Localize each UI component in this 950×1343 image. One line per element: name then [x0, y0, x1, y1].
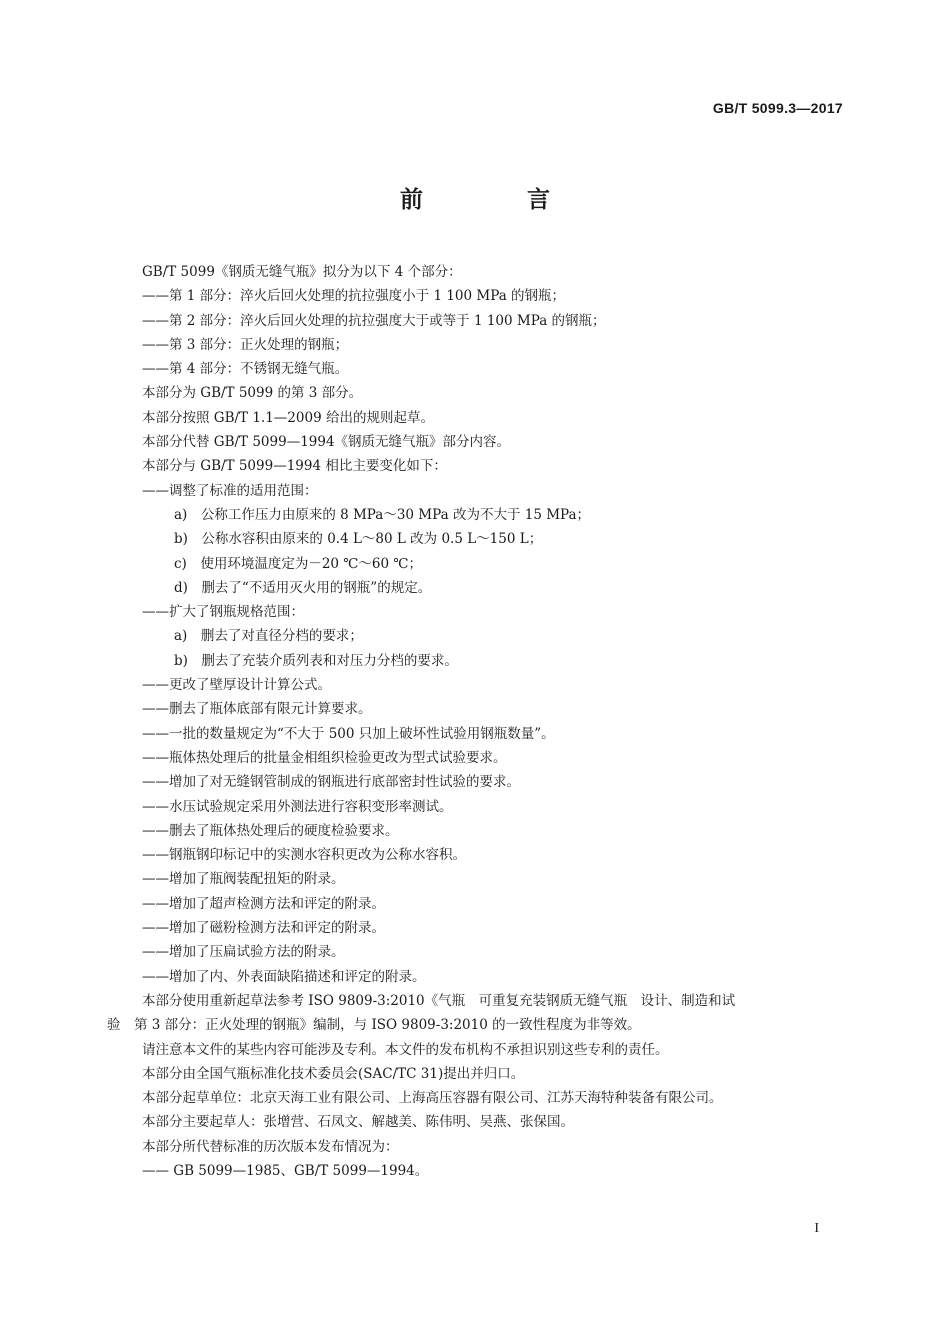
- paragraph-line: ——第 1 部分：淬火后回火处理的抗拉强度小于 1 100 MPa 的钢瓶；: [142, 288, 566, 305]
- paragraph-line: ——第 3 部分：正火处理的钢瓶；: [142, 336, 349, 353]
- closing-line: 本部分起草单位：北京天海工业有限公司、上海高压容器有限公司、江苏天海特种装备有限公司。: [142, 1090, 723, 1107]
- page-number: I: [814, 1221, 819, 1236]
- paragraph-line: ——增加了内、外表面缺陷描述和评定的附录。: [142, 968, 426, 985]
- paragraph-line: 本部分与 GB/T 5099—1994 相比主要变化如下：: [142, 458, 447, 475]
- paragraph-line: ——水压试验规定采用外测法进行容积变形率测试。: [142, 798, 453, 815]
- paragraph-line: ——删去了瓶体底部有限元计算要求。: [142, 701, 372, 718]
- paragraph-line: ——瓶体热处理后的批量金相组织检验更改为型式试验要求。: [142, 749, 507, 766]
- paragraph-line: ——删去了瓶体热处理后的硬度检验要求。: [142, 822, 399, 839]
- paragraph-line: c) 使用环境温度定为－20 ℃～60 ℃；: [174, 555, 422, 572]
- paragraph-line: ——钢瓶钢印标记中的实测水容积更改为公称水容积。: [142, 847, 466, 864]
- closing-line: 本部分由全国气瓶标准化技术委员会(SAC/TC 31)提出并归口。: [142, 1065, 525, 1082]
- page-title: 前 言: [399, 187, 598, 213]
- paragraph-line: ——增加了对无缝钢管制成的钢瓶进行底部密封性试验的要求。: [142, 774, 520, 791]
- iso-paragraph-line-2: 验 第 3 部分：正火处理的钢瓶》编制，与 ISO 9809-3:2010 的一致性程度为非等效。: [107, 1017, 641, 1034]
- paragraph-line: ——增加了压扁试验方法的附录。: [142, 944, 345, 961]
- paragraph-line: b) 公称水容积由原来的 0.4 L～80 L 改为 0.5 L～150 L；: [174, 531, 543, 548]
- paragraph-line: ——增加了超声检测方法和评定的附录。: [142, 895, 385, 912]
- closing-list: [142, 1038, 844, 1184]
- iso-paragraph-line-1: 本部分使用重新起草法参考 ISO 9809-3:2010《气瓶 可重复充装钢质无缝气瓶 设计、制造和试: [142, 992, 736, 1009]
- paragraph-line: a) 公称工作压力由原来的 8 MPa～30 MPa 改为不大于 15 MPa；: [174, 506, 591, 523]
- paragraph-line: 本部分按照 GB/T 1.1—2009 给出的规则起草。: [142, 409, 434, 426]
- paragraph-line: ——第 4 部分：不锈钢无缝气瓶。: [142, 361, 349, 378]
- closing-line: 本部分所代替标准的历次版本发布情况为：: [142, 1138, 399, 1155]
- paragraph-line: ——一批的数量规定为“不大于 500 只加上破坏性试验用钢瓶数量”。: [142, 725, 555, 742]
- paragraph-line: 本部分为 GB/T 5099 的第 3 部分。: [142, 385, 363, 402]
- paragraph-line: d) 删去了“不适用灭火用的钢瓶”的规定。: [174, 579, 432, 596]
- document-body: [107, 260, 844, 1183]
- standard-code: GB/T 5099.3—2017: [712, 100, 843, 116]
- paragraph-line: ——增加了瓶阀装配扭矩的附录。: [142, 871, 345, 888]
- closing-line: —— GB 5099—1985、GB/T 5099—1994。: [142, 1162, 429, 1179]
- paragraph-line: GB/T 5099《钢质无缝气瓶》拟分为以下 4 个部分：: [142, 264, 462, 280]
- paragraph-line: ——更改了壁厚设计计算公式。: [142, 677, 331, 694]
- paragraph-line: b) 删去了充装介质列表和对压力分档的要求。: [174, 652, 458, 669]
- paragraph-line: ——调整了标准的适用范围：: [142, 482, 318, 499]
- paragraph-list: [142, 260, 844, 989]
- closing-line: 请注意本文件的某些内容可能涉及专利。本文件的发布机构不承担识别这些专利的责任。: [142, 1041, 669, 1058]
- closing-line: 本部分主要起草人：张增营、石凤文、解越美、陈伟明、吴燕、张保国。: [142, 1114, 574, 1131]
- paragraph-line: a) 删去了对直径分档的要求；: [174, 628, 363, 645]
- paragraph-line: ——第 2 部分：淬火后回火处理的抗拉强度大于或等于 1 100 MPa 的钢瓶；: [142, 312, 606, 329]
- paragraph-line: 本部分代替 GB/T 5099—1994《钢质无缝气瓶》部分内容。: [142, 434, 511, 451]
- paragraph-line: ——扩大了钢瓶规格范围：: [142, 604, 304, 621]
- paragraph-line: ——增加了磁粉检测方法和评定的附录。: [142, 920, 385, 937]
